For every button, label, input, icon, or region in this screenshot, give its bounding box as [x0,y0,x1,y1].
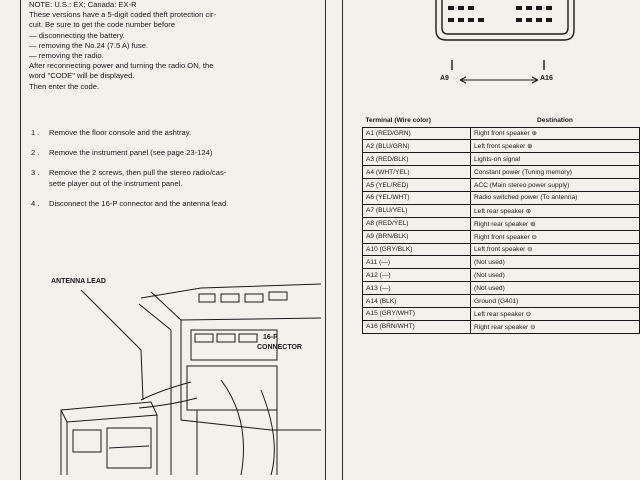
destination-cell: Constant power (Tuning memory) [471,166,640,179]
instructions-panel [20,0,326,480]
table-row [363,282,640,295]
terminal-cell: A6 (YEL/WHT) [363,191,471,204]
connector-label-line1: 16-P [263,334,278,341]
destination-cell: Right rear speaker ⊖ [471,320,640,333]
terminal-cell: A15 (GRY/WHT) [363,307,471,320]
table-row [363,307,640,320]
step-text [49,168,325,188]
step-text [49,148,325,158]
note-line: — removing the radio. [29,51,104,61]
step-line: Disconnect the 16-P connector and the antenna lead. [49,198,229,208]
removal-steps [31,128,325,219]
destination-cell: Left rear speaker ⊕ [471,204,640,217]
step-number: 1 . [31,128,40,137]
step-item [31,168,325,188]
terminal-cell: A10 (GRY/BLK) [363,243,471,256]
pin-a9-label: A9 [440,75,449,82]
terminal-cell: A5 (YEL/RED) [363,179,471,192]
terminal-cell: A14 (BLK) [363,295,471,308]
step-line: Remove the floor console and the ashtray. [49,128,192,137]
theft-protection-note [29,0,325,92]
terminal-cell: A1 (RED/GRN) [363,127,471,140]
table-row [363,140,640,153]
note-line: These versions have a 5-digit coded theft protection cir- [29,10,216,20]
terminal-cell: A7 (BLU/YEL) [363,204,471,217]
table-row [363,204,640,217]
step-number: 3 . [31,168,40,178]
terminal-cell: A9 (BRN/BLK) [363,230,471,243]
destination-cell: Right rear speaker ⊕ [471,217,640,230]
terminal-cell: A13 (—) [363,282,471,295]
step-line: sette player out of the instrument panel. [49,178,183,188]
terminal-cell: A2 (BLU/GRN) [363,140,471,153]
table-row [363,191,640,204]
connector-label-line2: CONNECTOR [257,344,302,351]
table-row [363,127,640,140]
step-item [31,128,325,138]
destination-cell: Left front speaker ⊕ [471,140,640,153]
step-item [31,148,325,158]
table-row [363,166,640,179]
note-line: After reconnecting power and turning the radio ON, the [29,61,214,71]
terminal-cell: A12 (—) [363,269,471,282]
table-row [363,269,640,282]
note-line: word "CODE" will be displayed. [29,71,135,81]
table-row [363,153,640,166]
step-text [49,199,325,209]
note-line: cuit. Be sure to get the code number before [29,20,176,30]
destination-cell: Left rear speaker ⊖ [471,307,640,320]
pin-a16-label: A16 [540,75,553,82]
destination-cell: Right front speaker ⊖ [471,230,640,243]
step-number: 4 . [31,198,40,208]
step-text [49,128,325,138]
dashboard-illustration [21,270,327,480]
table-row [363,230,640,243]
destination-cell: Radio switched power (To antenna) [471,191,640,204]
table-header-row [363,115,640,127]
antenna-lead-label: ANTENNA LEAD [51,278,106,285]
terminal-cell: A11 (—) [363,256,471,269]
terminal-column-header: Terminal (Wire color) [363,115,471,127]
terminal-cell: A3 (RED/BLK) [363,153,471,166]
destination-cell: (Not used) [471,256,640,269]
note-line: Then enter the code. [29,81,100,91]
destination-cell: (Not used) [471,269,640,282]
destination-cell: (Not used) [471,282,640,295]
destination-cell: Right front speaker ⊕ [471,127,640,140]
note-line: — removing the No.24 (7.5 A) fuse. [29,40,149,50]
connector-diagram [430,0,580,92]
note-line: — disconnecting the battery. [29,30,125,40]
terminal-table [362,115,640,334]
step-item [31,199,325,209]
step-line: Remove the 2 screws, then pull the stereo radio/cas- [49,168,227,178]
terminal-cell: A16 (BRN/WHT) [363,320,471,333]
destination-cell: ACC (Main stereo power supply) [471,179,640,192]
step-number: 2 . [31,148,40,158]
table-row [363,243,640,256]
table-row [363,320,640,333]
connector-drawing [430,0,580,92]
step-line: Remove the instrument panel (see page 23-124) [49,148,213,158]
destination-cell: Lights-on signal [471,153,640,166]
table-row [363,256,640,269]
destination-column-header: Destination [471,115,640,127]
destination-cell: Ground (G401) [471,295,640,308]
dashboard-drawing [21,270,327,480]
note-line: NOTE: U.S.: EX; Canada: EX-R [29,0,137,9]
terminal-cell: A4 (WHT/YEL) [363,166,471,179]
table-row [363,295,640,308]
terminal-cell: A8 (RED/YEL) [363,217,471,230]
destination-cell: Left front speaker ⊖ [471,243,640,256]
table-row [363,179,640,192]
table-row [363,217,640,230]
